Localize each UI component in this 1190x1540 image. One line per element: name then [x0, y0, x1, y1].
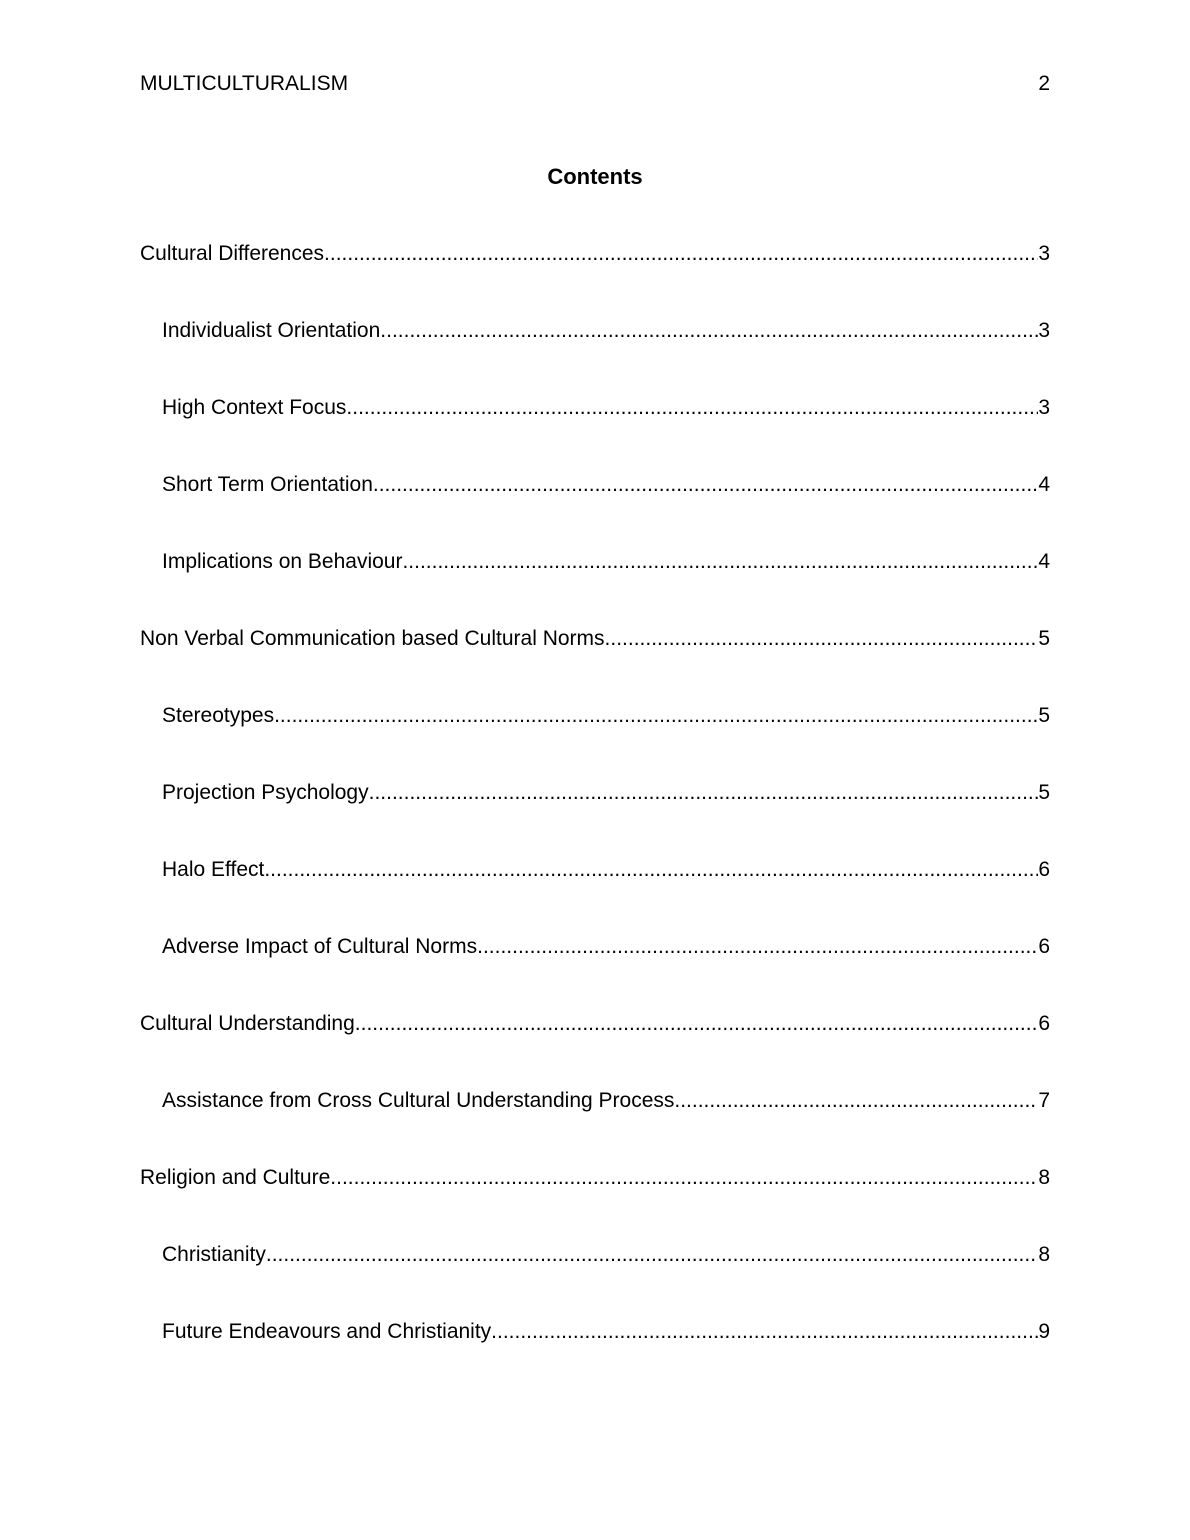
toc-entry-page: 3	[1038, 396, 1050, 419]
toc-entry-text: Cultural Differences	[140, 242, 325, 265]
toc-entry-page: 5	[1038, 627, 1050, 650]
toc-entry-text: Assistance from Cross Cultural Understanding Process	[162, 1089, 675, 1112]
toc-dot-leader	[324, 240, 1038, 268]
toc-dot-leader	[402, 548, 1038, 576]
toc-entry[interactable]	[140, 1087, 1050, 1164]
toc-dot-leader	[369, 779, 1039, 807]
toc-entry[interactable]	[140, 1010, 1050, 1087]
toc-dot-leader	[274, 702, 1038, 730]
toc-dot-leader	[477, 933, 1038, 961]
toc-entry-text: Individualist Orientation	[162, 319, 381, 342]
toc-entry-text: Religion and Culture	[140, 1166, 331, 1189]
running-head: MULTICULTURALISM	[140, 72, 349, 95]
toc-entry[interactable]	[140, 1164, 1050, 1241]
toc-entry-page: 4	[1038, 473, 1050, 496]
toc-dot-leader	[605, 625, 1039, 653]
toc-dot-leader	[330, 1164, 1038, 1192]
toc-dot-leader	[674, 1087, 1038, 1115]
toc-entry[interactable]	[140, 625, 1050, 702]
toc-entry[interactable]	[140, 548, 1050, 625]
toc-entry-text: Short Term Orientation	[162, 473, 373, 496]
toc-entry-page: 5	[1038, 704, 1050, 727]
toc-entry[interactable]	[140, 779, 1050, 856]
toc-entry-page: 5	[1038, 781, 1050, 804]
page-number: 2	[1038, 72, 1050, 95]
toc-dot-leader	[491, 1318, 1038, 1346]
toc-entry-text: Stereotypes	[162, 704, 275, 727]
toc-entry-text: Halo Effect	[162, 858, 265, 881]
toc-entry-text: Projection Psychology	[162, 781, 369, 804]
toc-entry-page: 9	[1038, 1320, 1050, 1343]
toc-title: Contents	[547, 164, 643, 189]
toc-entry-text: Cultural Understanding	[140, 1012, 355, 1035]
toc-entry[interactable]	[140, 702, 1050, 779]
toc-entry-page: 3	[1038, 242, 1050, 265]
toc-entry[interactable]	[140, 394, 1050, 471]
toc-entry[interactable]	[140, 240, 1050, 317]
toc-entry-page: 6	[1038, 935, 1050, 958]
toc-dot-leader	[380, 317, 1038, 345]
toc-entry-text: High Context Focus	[162, 396, 347, 419]
toc-dot-leader	[346, 394, 1038, 422]
toc-entry-page: 6	[1038, 858, 1050, 881]
toc-entry-page: 4	[1038, 550, 1050, 573]
table-of-contents	[140, 240, 1050, 1395]
toc-entry-text: Adverse Impact of Cultural Norms	[162, 935, 478, 958]
toc-entry-page: 8	[1038, 1243, 1050, 1266]
toc-dot-leader	[264, 856, 1038, 884]
toc-dot-leader	[373, 471, 1038, 499]
toc-dot-leader	[355, 1010, 1039, 1038]
toc-entry[interactable]	[140, 1241, 1050, 1318]
toc-entry[interactable]	[140, 856, 1050, 933]
toc-entry[interactable]	[140, 471, 1050, 548]
toc-entry[interactable]	[140, 1318, 1050, 1395]
toc-entry-text: Implications on Behaviour	[162, 550, 403, 573]
toc-entry-text: Non Verbal Communication based Cultural Norms	[140, 627, 605, 650]
toc-entry-page: 3	[1038, 319, 1050, 342]
toc-entry[interactable]	[140, 933, 1050, 1010]
toc-entry[interactable]	[140, 317, 1050, 394]
toc-entry-page: 6	[1038, 1012, 1050, 1035]
toc-entry-page: 7	[1038, 1089, 1050, 1112]
toc-entry-text: Future Endeavours and Christianity	[162, 1320, 492, 1343]
toc-entry-text: Christianity	[162, 1243, 266, 1266]
page-header	[140, 70, 1050, 98]
toc-dot-leader	[266, 1241, 1038, 1269]
toc-entry-page: 8	[1038, 1166, 1050, 1189]
